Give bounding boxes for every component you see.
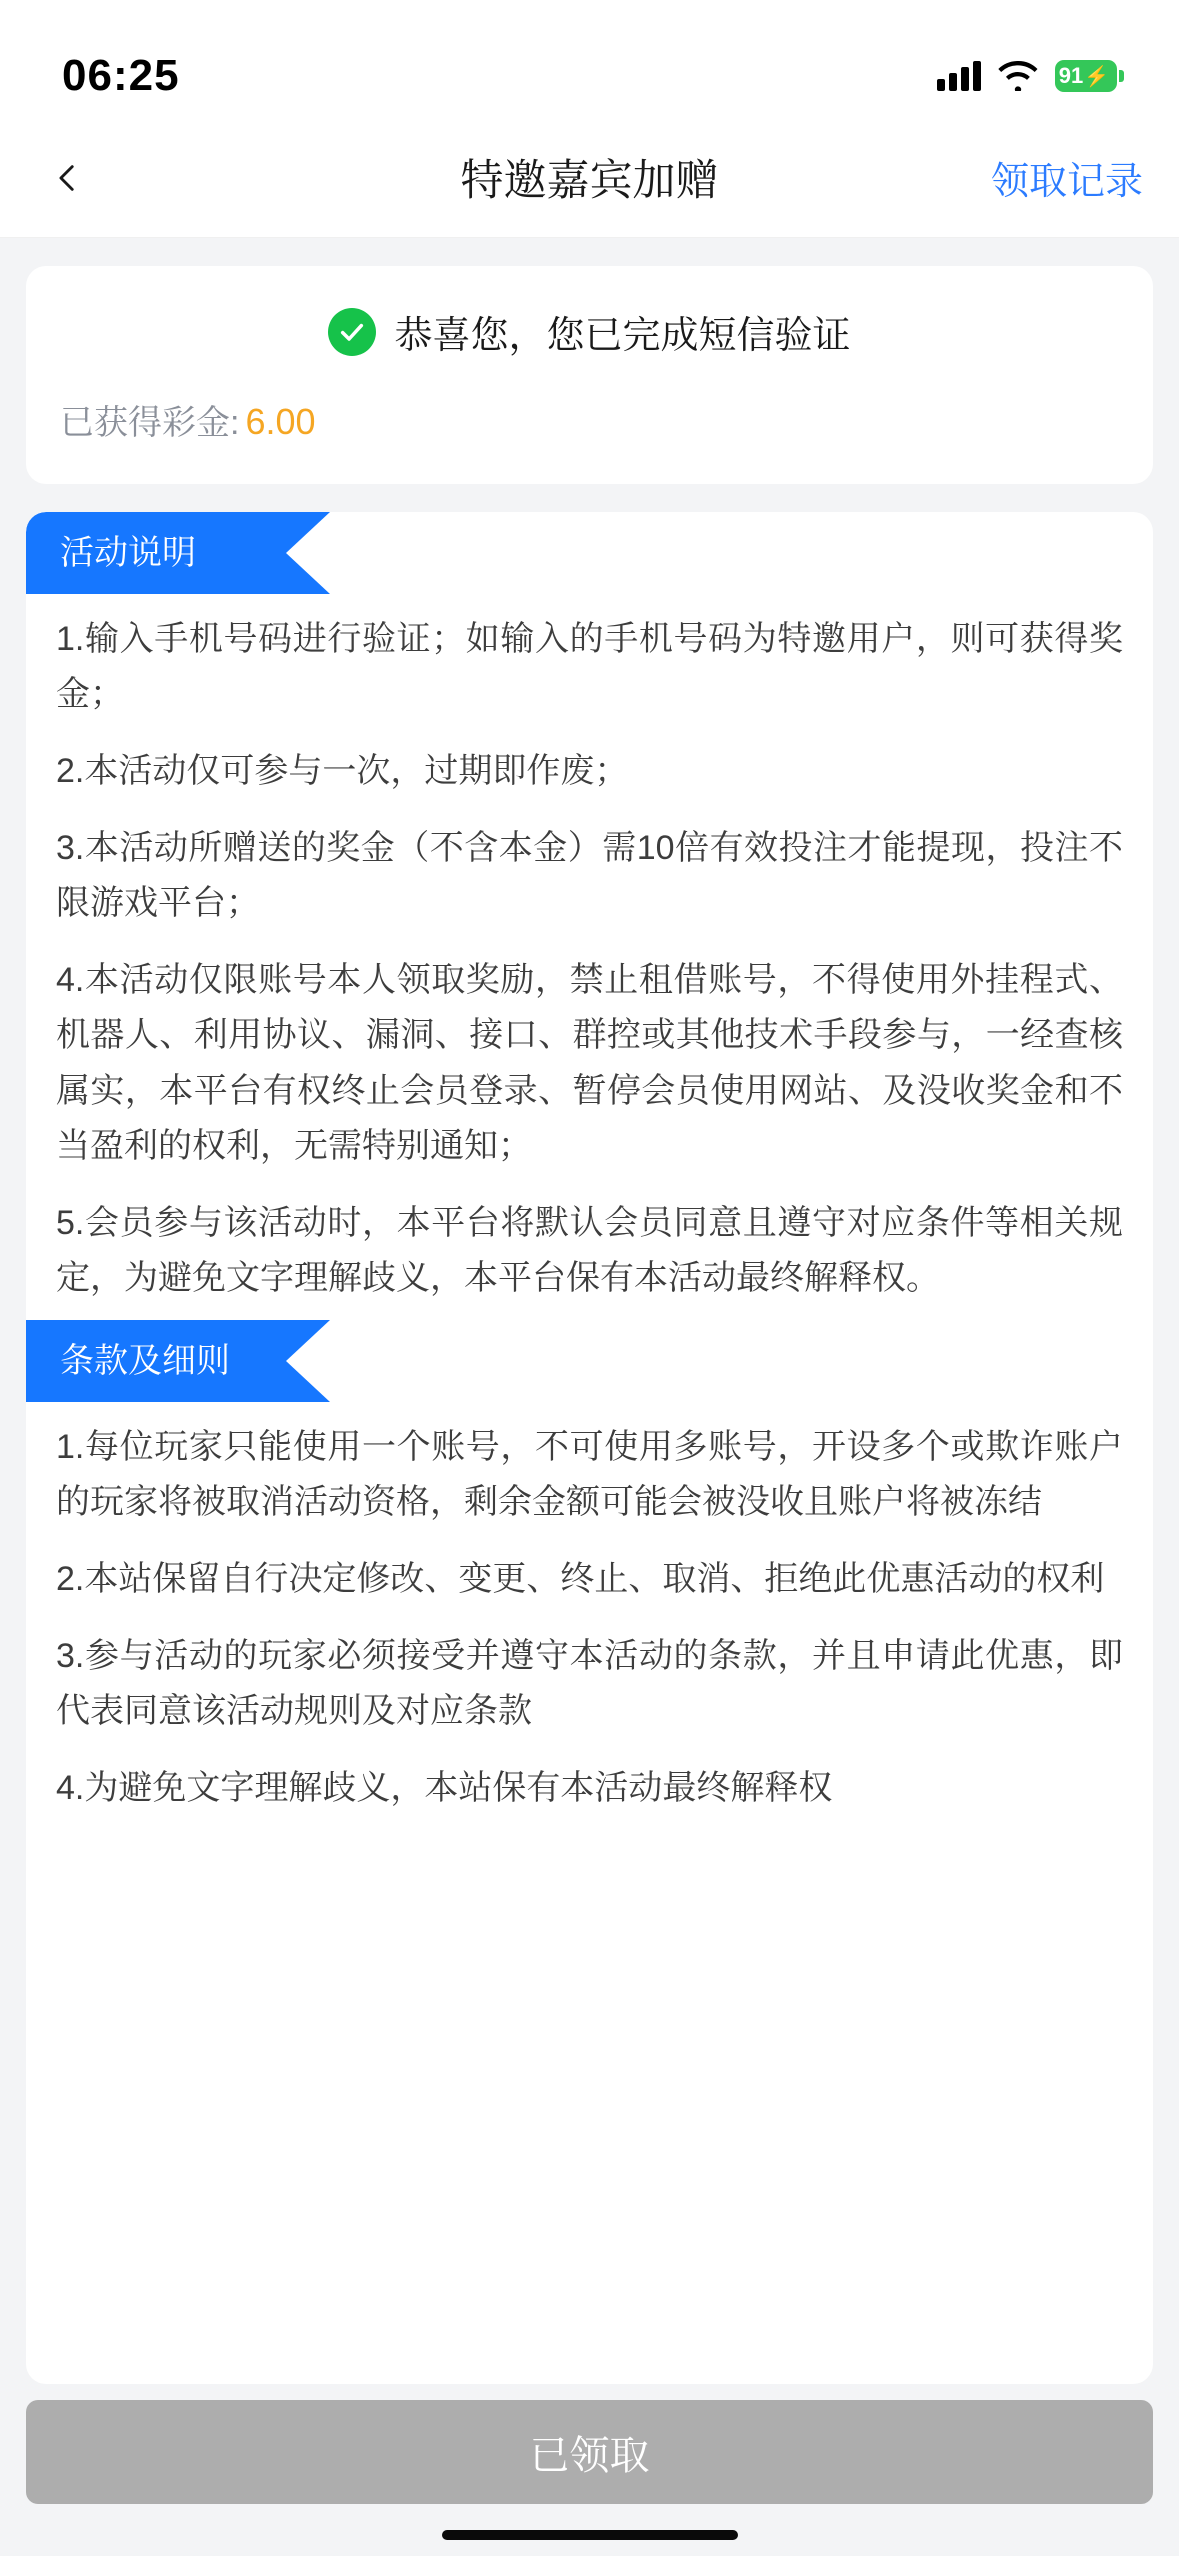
battery-level: 91 [1058,63,1084,88]
section-header-activity-rules [26,512,1153,594]
list-item: 1.输入手机号码进行验证；如输入的手机号码为特邀用户，则可获得奖金； [56,620,1123,714]
battery-charging-icon: ⚡ [1084,65,1110,88]
section-title: 活动说明 [26,512,286,594]
list-item: 5.会员参与该活动时，本平台将默认会员同意且遵守对应条件等相关规定，为避免文字理解歧义，本平台保有本活动最终解释权。 [56,1203,1123,1297]
back-button[interactable] [36,146,100,210]
list-item: 4.本活动仅限账号本人领取奖励，禁止租借账号，不得使用外挂程式、机器人、利用协议、漏洞、接口、群控或其他技术手段参与，一经查核属实，本平台有权终止会员登录、暂停会员使用网站、及没收奖金和不当盈利的权利，无需特别通知； [56,961,1123,1165]
navigation-bar [0,118,1179,238]
activity-rules-list [26,594,1153,1306]
section-header-terms [26,1320,1153,1402]
cellular-signal-icon [937,61,981,91]
claim-button[interactable]: 已领取 [26,2400,1153,2504]
list-item: 1.每位玩家只能使用一个账号，不可使用多账号，开设多个或欺诈账户的玩家将被取消活动资格，剩余金额可能会被没收且账户将被冻结 [56,1427,1123,1521]
check-circle-icon [328,308,376,356]
success-message-row [60,304,1119,359]
wifi-icon [998,61,1038,91]
verification-status-card [26,266,1153,484]
list-item: 2.本活动仅可参与一次，过期即作废； [56,752,629,791]
success-message: 恭喜您，您已完成短信验证 [394,315,851,357]
bonus-amount-value: 6.00 [245,401,316,442]
list-item: 3.本活动所赠送的奖金（不含本金）需10倍有效投注才能提现，投注不限游戏平台； [56,829,1123,923]
status-bar [0,0,1179,118]
list-item: 2.本站保留自行决定修改、变更、终止、取消、拒绝此优惠活动的权利 [56,1560,1105,1599]
rules-card [26,512,1153,2384]
page-title: 特邀嘉宾加赠 [460,157,719,205]
chevron-left-icon [51,161,85,195]
bonus-amount-label: 已获得彩金: [60,404,240,442]
terms-list [26,1402,1153,1816]
footer-bar [0,2384,1179,2556]
battery-icon [1055,60,1117,92]
claim-records-link[interactable]: 领取记录 [990,161,1143,203]
list-item: 4.为避免文字理解歧义，本站保有本活动最终解释权 [56,1769,833,1808]
page-content [0,238,1179,2384]
section-title: 条款及细则 [26,1320,286,1402]
list-item: 3.参与活动的玩家必须接受并遵守本活动的条款，并且申请此优惠，即代表同意该活动规则及对应条款 [56,1637,1123,1731]
bonus-amount-row [60,395,1119,444]
home-indicator [26,2504,1153,2540]
status-bar-indicators [937,60,1117,92]
status-bar-time: 06:25 [62,51,180,100]
